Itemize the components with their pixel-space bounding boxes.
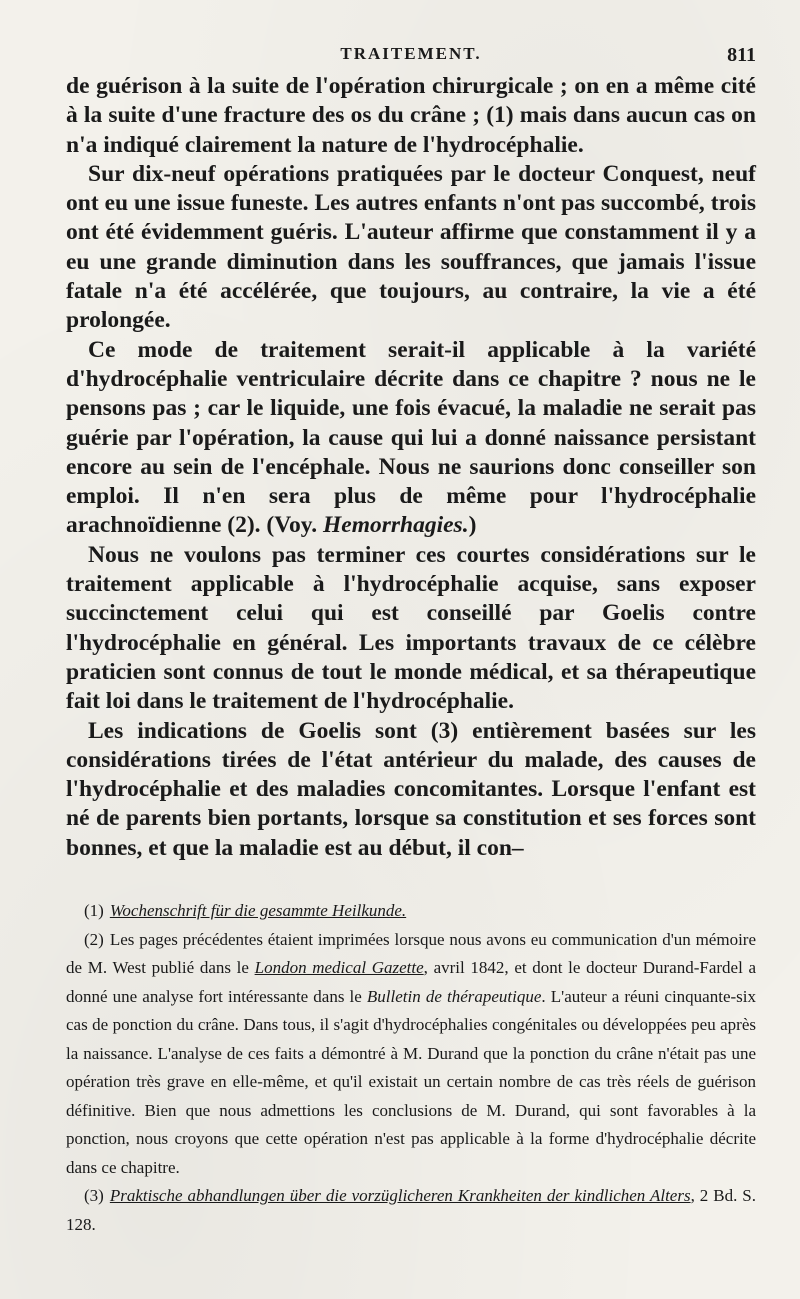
footnote-2-journal: London medical Gazette: [254, 958, 424, 978]
page-number: 811: [727, 44, 756, 66]
paragraph-5: Les indications de Goelis sont (3) entièrement basées sur les considérations tirées de l'état antérieur du malade, des causes de l'hydrocéphalie et des maladies concomitantes. Lorsque l'enfant est né de parents bien portants, lorsque sa constitution et ses forces sont bonnes, et que la maladie est au début, il con–: [66, 717, 756, 861]
paragraph-3-close: ): [468, 512, 477, 539]
footnote-2: [66, 926, 756, 1183]
footnote-3-rest: , 2 Bd. S. 128.: [66, 1186, 757, 1234]
footnote-2-text-a: Les pages précédentes étaient imprimées lorsque nous avons eu communication d'un mémoire de M. West publié dans le: [66, 929, 756, 978]
paragraph-3-text: Ce mode de traitement serait-il applicable à la variété d'hydrocéphalie ventriculaire décrite dans ce chapitre ? nous ne le pensons pas ; car le liquide, une fois évacué, la maladie ne serait pas guérie par l'opération, la cause qui lui a donné naissance persistant encore au sein de l'encéphale. Nous ne saurions donc conseiller son emploi. Il n'en sera plus de même pour l'hydrocéphalie arachnoïdienne (2). (Voy.: [66, 336, 756, 539]
footnote-3-mark: (3): [84, 1186, 104, 1206]
paragraph-2: Sur dix-neuf opérations pratiquées par le docteur Conquest, neuf ont eu une issue funeste. Les autres enfants n'ont pas succombé, trois ont été évidemment guéris. L'auteur affirme que constamment il y a eu une grande diminution dans les souffrances, que jamais l'issue fatale n'a été accélérée, que toujours, au contraire, la vie a été prolongée.: [66, 160, 756, 334]
footnote-1-title: Wochenschrift für die gesammte Heilkunde.: [109, 901, 407, 921]
running-title: TRAITEMENT.: [340, 44, 482, 63]
paragraph-4: Nous ne voulons pas terminer ces courtes considérations sur le traitement applicable à l'hydrocéphalie acquise, sans exposer succinctement celui qui est conseillé par Goelis contre l'hydrocéphalie en général. Les importants travaux de ce célèbre praticien sont connus de tout le monde médical, et sa thérapeutique fait loi dans le traitement de l'hydrocéphalie.: [66, 541, 756, 715]
paragraph-1: de guérison à la suite de l'opération chirurgicale ; on en a même cité à la suite d'une fracture des os du crâne ; (1) mais dans aucun cas on n'a indiqué clairement la nature de l'hydrocéphalie.: [66, 73, 756, 158]
footnote-2-text-c: . L'auteur a réuni cinquante-six cas de ponction du crâne. Dans tous, il s'agit d'hydrocéphalies congénitales ou développées peu après la naissance. L'analyse de ces faits a démontré à M. Durand que la ponction du crâne n'était pas une opération très grave en elle-même, et qu'il existait un certain nombre de cas très réels de guérison définitive. Bien que nous admettions les conclusions de M. Durand, qui sont favorables à la ponction, nous croyons que cette opération n'est pas applicable à la forme d'hydrocéphalie décrite dans ce chapitre.: [66, 986, 756, 1177]
footnote-1-mark: (1): [84, 901, 104, 921]
hemorrhagies-reference: Hemorrhagies.: [323, 512, 469, 539]
footnote-2-text-b: , avril 1842, et dont le docteur Durand-Fardel a donné une analyse fort intéressante dans le: [66, 958, 757, 1006]
footnote-1: [66, 897, 756, 926]
footnote-2-bulletin: Bulletin de thérapeutique: [366, 986, 542, 1006]
paragraph-3: [66, 336, 756, 541]
running-head: [66, 44, 756, 72]
footnotes: [66, 897, 756, 1239]
footnote-3-title: Praktische abhandlungen über die vorzüglicheren Krankheiten der kindlichen Alters: [109, 1186, 691, 1206]
footnote-2-mark: (2): [84, 929, 104, 949]
main-text: [66, 72, 756, 863]
footnote-3: [66, 1182, 756, 1239]
